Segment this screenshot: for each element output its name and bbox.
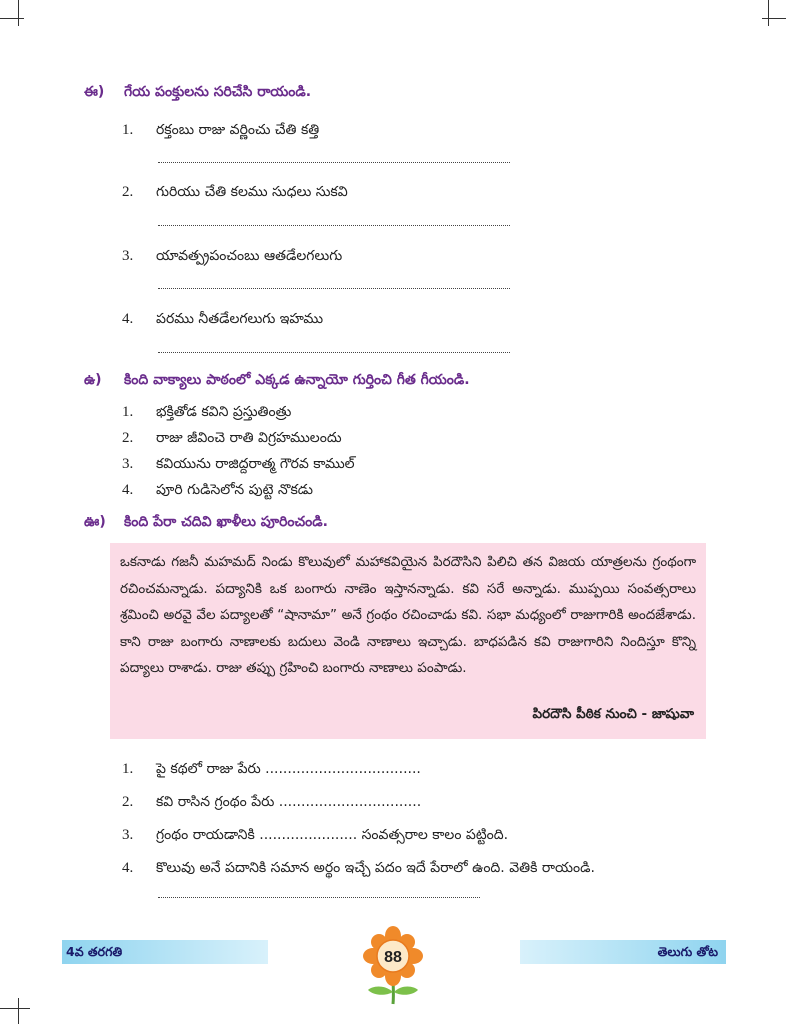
section-e2-label: ఊ) xyxy=(84,514,106,530)
section-e2-title: కింది పేరా చదివి ఖాళీలు పూరించండి. xyxy=(124,514,328,530)
crop-mark-bottom-left-v xyxy=(18,998,19,1024)
passage-text: ఒకనాడు గజనీ మహమద్ నిండు కొలువులో మహాకవియైన పిరదౌసిని పిలిచి తన విజయ యాత్రలను గ్రంథంగా రచించమన్నాడు. పద్యానికి ఒక బంగారు నాణెం ఇస్తానన్నాడు. కవి సరే అన్నాడు. ముప్పయి సంవత్సరాలు శ్రమించి అరవై వేల పద్యాలతో “షానామా” అనే గ్రంథం రచించాడు కవి. సభా మధ్యంలో రాజుగారికి అందజేశాడు. కాని రాజు బంగారు నాణాలకు బదులు వెండి నాణాలు ఇచ్చాడు. బాధపడిన కవి రాజుగారిని నిందిస్తూ కొన్ని పద్యాలు రాశాడు. రాజు తప్పు గ్రహించి బంగారు నాణాలు పంపాడు. xyxy=(120,554,696,676)
section-e1-heading xyxy=(84,84,311,103)
passage-source: పిరదౌసి పీఠిక నుంచి - జాషువా xyxy=(532,706,694,722)
footer-book-label: తెలుగు తోట xyxy=(657,944,718,959)
crop-mark-top-left-v xyxy=(18,0,19,26)
footer-left-bar xyxy=(62,940,268,964)
page-number-flower xyxy=(360,926,426,1006)
section-u-label: ఉ) xyxy=(84,372,102,388)
page-number: 88 xyxy=(384,949,402,966)
crop-mark-top-right-v xyxy=(768,0,769,26)
section-u-heading xyxy=(84,372,470,391)
crop-mark-top-right-h xyxy=(762,18,786,19)
section-e1-title: గేయ పంక్తులను సరిచేసి రాయండి. xyxy=(124,84,312,100)
section-e1-label: ఈ) xyxy=(84,84,105,100)
footer-class-label: 4వ తరగతి xyxy=(66,944,123,959)
section-e2-heading xyxy=(84,514,328,533)
answer-line[interactable] xyxy=(158,162,510,163)
footer-right-bar xyxy=(520,940,726,964)
answer-line[interactable] xyxy=(158,897,480,898)
answer-line[interactable] xyxy=(158,225,510,226)
crop-mark-top-left-h xyxy=(0,18,24,19)
answer-line[interactable] xyxy=(158,288,510,289)
answer-line[interactable] xyxy=(158,352,510,353)
flower-icon xyxy=(360,926,426,1006)
crop-mark-bottom-left-h xyxy=(0,1008,30,1009)
reading-passage xyxy=(110,543,706,739)
section-u-title: కింది వాక్యాలు పాఠంలో ఎక్కడ ఉన్నాయో గుర్తించి గీత గీయండి. xyxy=(124,372,470,388)
